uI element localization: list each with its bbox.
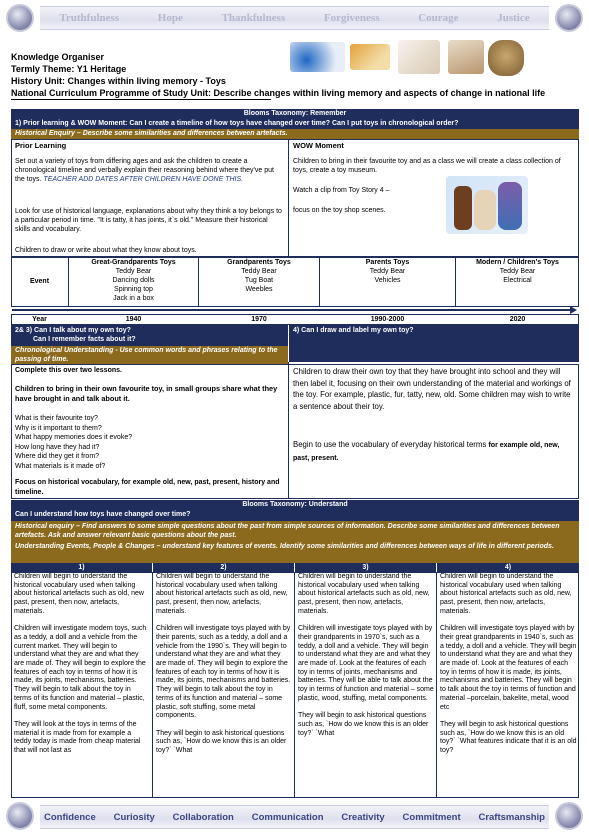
curriculum-unit: National Curriculum Programme of Study Unit: Describe changes within living memory and aspects of change in national life [11, 88, 546, 98]
divider [436, 572, 437, 798]
skill-word: Confidence [44, 812, 96, 823]
toy-item: Vehicles [374, 277, 401, 284]
question-item: How long have they had it? [15, 443, 100, 451]
toy-item: Teddy Bear [369, 268, 406, 275]
question-item: Where did they get it from? [15, 453, 100, 460]
skill-word: Collaboration [172, 812, 234, 823]
value-word: Truthfulness [59, 12, 120, 24]
col-paragraph: Children will investigate toys played with by their parents, such as a teddy, a doll and a vehicle from the 1990`s. They will begin to understand what they are and what they are made of. They will begin to explore the features of each toy in terms of how it is made, its joints, mechanisms and batteries. They will begin to talk about the toy in terms of its function and material – some plastic, soft stuffing, some metal components. [156, 625, 291, 720]
right-p2-text: Begin to use the vocabulary of everyday historical terms [293, 440, 487, 449]
toy-item: Teddy Bear [241, 268, 277, 275]
school-crest-icon [6, 802, 34, 830]
enq2-label: Understanding Events, People & Changes – [15, 543, 163, 550]
left-p3: Focus on historical vocabulary, for example old, new, past, present, history and timeline. [15, 479, 280, 496]
question-list [15, 414, 285, 471]
question-item: What is their favourite toy? [15, 415, 98, 422]
year-value: 2020 [509, 316, 526, 323]
prior-learning-title: Prior Learning [15, 141, 67, 150]
skill-word: Curiosity [113, 812, 155, 823]
school-crest-icon [555, 802, 583, 830]
toy-item: Weebles [245, 286, 273, 293]
col-paragraph: Children will begin to understand the historical vocabulary used when talking about historical artefacts such as old, new, past, present, then now, artefacts, materials. [298, 573, 430, 615]
divider [288, 139, 289, 257]
col-paragraph: Children will investigate modern toys, such as a teddy, a doll and a vehicle from the current market. They will begin to understand what they are and what they are made of. They will begin to explore the features of each toy in terms of how it is made, its joints, mechanisms, batteries. They will begin to talk about the toy in terms of its function and material – plastic, fluff, some metal components. [14, 625, 147, 711]
enquiry-text: Describe some similarities and differences between artefacts. [82, 130, 288, 137]
top-banner [0, 0, 589, 38]
column-head: Great-Grandparents Toys [91, 259, 176, 266]
value-word: Hope [157, 12, 183, 24]
toy-item: Teddy Bear [499, 268, 536, 275]
column-head: Modern / Children's Toys [476, 259, 559, 266]
skills-list [44, 812, 545, 823]
header-underline [11, 99, 271, 100]
col-paragraph: Children will investigate toys played with by their great grandparents in 1940`s, such as a teddy, a doll and a vehicle. They will begin to understand what they are and what they are made of. Look at the features of each toy in terms of how it is made, its joints, mechanisms and batteries. They will begin to talk about the toy in terms of function and material –porcelain, bakelite, metal, wood etc [440, 625, 577, 711]
prior-learning-p3: Children to draw or write about what they know about toys. [15, 247, 197, 254]
toy-item: Jack in a box [113, 295, 154, 302]
figure-forky [474, 190, 496, 230]
table-column [69, 258, 198, 303]
timeline-arrow-line [12, 309, 572, 311]
value-word: Thankfulness [221, 12, 286, 24]
historical-enquiry-bar [11, 129, 579, 139]
enq1-label: Historical enquiry – [15, 523, 82, 530]
divider [294, 572, 295, 798]
column-head: Grandparents Toys [227, 259, 291, 266]
arrow-head-icon [570, 306, 577, 314]
right-p2 [293, 439, 575, 464]
document-header [11, 51, 545, 99]
question-item: What happy memories does it evoke? [15, 434, 133, 441]
toy-item: Spinning top [114, 286, 153, 293]
col-paragraph: They will begin to ask historical questions such as, `How do we know this is an older toy?` `What [156, 729, 287, 755]
blooms-remember-bar: Blooms Taxonomy: Remember [11, 109, 579, 119]
divider [152, 572, 153, 798]
understand-column-3 [298, 573, 434, 797]
col-paragraph: They will begin to ask historical questions such as, `How do we know this is an old toy?` `What features indicate that it is an old toy? [440, 720, 577, 755]
col-paragraph: Children will begin to understand the historical vocabulary used when talking about historical artefacts such as old, new past, present, then now, artefacts, materials. [14, 573, 144, 615]
toy-item: Tug Boat [244, 277, 274, 284]
col-paragraph: Children will begin to understand the historical vocabulary used when talking about historical artefacts such as old, new, past, present, then now, artefacts, materials. [440, 573, 572, 615]
historical-enquiry-bar-2 [11, 521, 579, 542]
skill-word: Creativity [341, 812, 385, 823]
column-head: Parents Toys [365, 259, 410, 266]
blooms-understand-bar: Blooms Taxonomy: Understand [11, 500, 579, 510]
chron-label: Chronological Understanding - [15, 347, 120, 354]
toy-item: Teddy Bear [115, 268, 152, 275]
question-item: What materials is it made of? [15, 462, 106, 470]
right-p1: Children to draw their own toy that they have brought into school and they will then label it, focusing on their own understanding of the material and workings of the toy. For example, plastic, fur, tatty, new, old. Some children may wish to write a sentence about their toy. [293, 367, 571, 411]
question-4-bar: 4) Can I draw and label my own toy? [289, 325, 579, 362]
col-paragraph: They will begin to ask historical questions such as, `How do we know this is an older toy?` `What [298, 712, 429, 737]
understand-column-2 [156, 573, 292, 797]
school-crest-icon [555, 4, 583, 32]
column-number: 1) [11, 563, 152, 572]
toy-item: Electrical [503, 277, 532, 284]
question-1-bar: 1) Prior learning & WOW Moment: Can I create a timeline of how toys have changed over time? Can I put toys in chronological order? [11, 119, 579, 129]
year-label: Year [32, 316, 47, 323]
left-p1: Complete this over two lessons. [15, 367, 122, 374]
chron-text: Use common words and phrases relating to the passing of time. [15, 347, 278, 363]
history-unit: History Unit: Changes within living memory - Toys [11, 76, 226, 86]
school-crest-icon [6, 4, 34, 32]
table-column [199, 258, 319, 294]
chronological-bar [11, 346, 288, 364]
prior-learning-p2: Look for use of historical language, explanations about why they think a toy belongs to a particular period in time. "It is tatty, it has joints, it`s old." Measure their historical skills and vocabulary. [15, 208, 282, 233]
title: Knowledge Organiser [11, 52, 105, 62]
teacher-note: TEACHER ADD DATES AFTER CHILDREN HAVE DONE THIS. [43, 175, 244, 183]
question-3: Can I remember facts about it? [33, 336, 136, 343]
understand-question-bar: Can I understand how toys have changed over time? [11, 510, 579, 521]
skill-word: Craftsmanship [478, 812, 545, 823]
col-paragraph: They will look at the toys in terms of the material it is made from for example a teddy today is made from cheap material that will not last as [14, 720, 141, 755]
col-paragraph: Children will investigate toys played with by their grandparents in 1970`s, such as a teddy, a doll and a vehicle. They will begin to understand what they are and what they are made of. Look at the features of each toy in terms of joints, mechanisms and batteries. They will be able to talk about the toy in terms of function and material – some plastic, wood, stuffing, metal components. [298, 625, 434, 702]
question-2: 2& 3) Can I talk about my own toy? [15, 327, 131, 334]
toy-story-image [446, 176, 528, 234]
termly-theme: Termly Theme: Y1 Heritage [11, 64, 127, 74]
value-word: Courage [418, 12, 459, 24]
wow-moment-p1: Children to bring in their favourite toy and as a class we will create a class collection of toys, create a toy museum. [293, 158, 561, 174]
wow-moment-title: WOW Moment [293, 141, 344, 150]
enquiry-label: Historical Enquiry – [15, 130, 83, 137]
column-number: 4) [437, 563, 579, 572]
question-item: Why is it important to them? [15, 424, 102, 432]
understanding-events-bar [11, 542, 579, 563]
wow-moment-p2: Watch a clip from Toy Story 4 – [293, 187, 390, 194]
values-list [40, 12, 549, 24]
understand-column-1 [14, 573, 150, 797]
divider [288, 362, 289, 499]
year-value: 1970 [251, 316, 267, 323]
footer-banner [0, 800, 589, 833]
figure-buzz [498, 182, 522, 230]
left-p2: Children to bring in their own favourite toy, in small groups share what they have brought in and talk about it. [15, 384, 278, 403]
value-word: Justice [497, 12, 530, 24]
toy-item: Dancing dolls [112, 277, 155, 284]
col-paragraph: Children will begin to understand the historical vocabulary used when talking about historical artefacts such as old, new, past, present, then now, artefacts, materials. [156, 573, 288, 615]
value-word: Forgiveness [323, 12, 380, 24]
wow-moment-p3: focus on the toy shop scenes. [293, 207, 386, 214]
event-label: Event [29, 278, 50, 285]
column-number: 3) [295, 563, 436, 572]
year-value: 1990-2000 [370, 316, 405, 323]
figure-woody [454, 186, 472, 230]
column-number: 2) [153, 563, 294, 572]
understand-column-4 [440, 573, 577, 797]
prior-learning-p1: Set out a variety of toys from differing ages and ask the children to create a chronological timeline and verbally explain their reasoning behind where they've put the toys. TEACHER ADD DATES AFTER CHILDREN HAVE DONE THIS. [15, 158, 274, 183]
year-value: 1940 [125, 316, 142, 323]
skill-word: Commitment [402, 812, 461, 823]
enq2-text: understand key features of events. Identify some similarities and differences between ways of life in different periods. [162, 543, 554, 550]
table-column [320, 258, 455, 285]
right-p2-examples: for example old, new, past, present. [293, 442, 560, 462]
table-column [456, 258, 579, 285]
skill-word: Communication [251, 812, 324, 823]
enq1-text: Find answers to some simple questions about the past from simple sources of information. Describe some similarities and differences between artefacts. Ask and answer relevant basic questions about the past. [15, 523, 560, 539]
question-2-3-bar [11, 325, 288, 346]
